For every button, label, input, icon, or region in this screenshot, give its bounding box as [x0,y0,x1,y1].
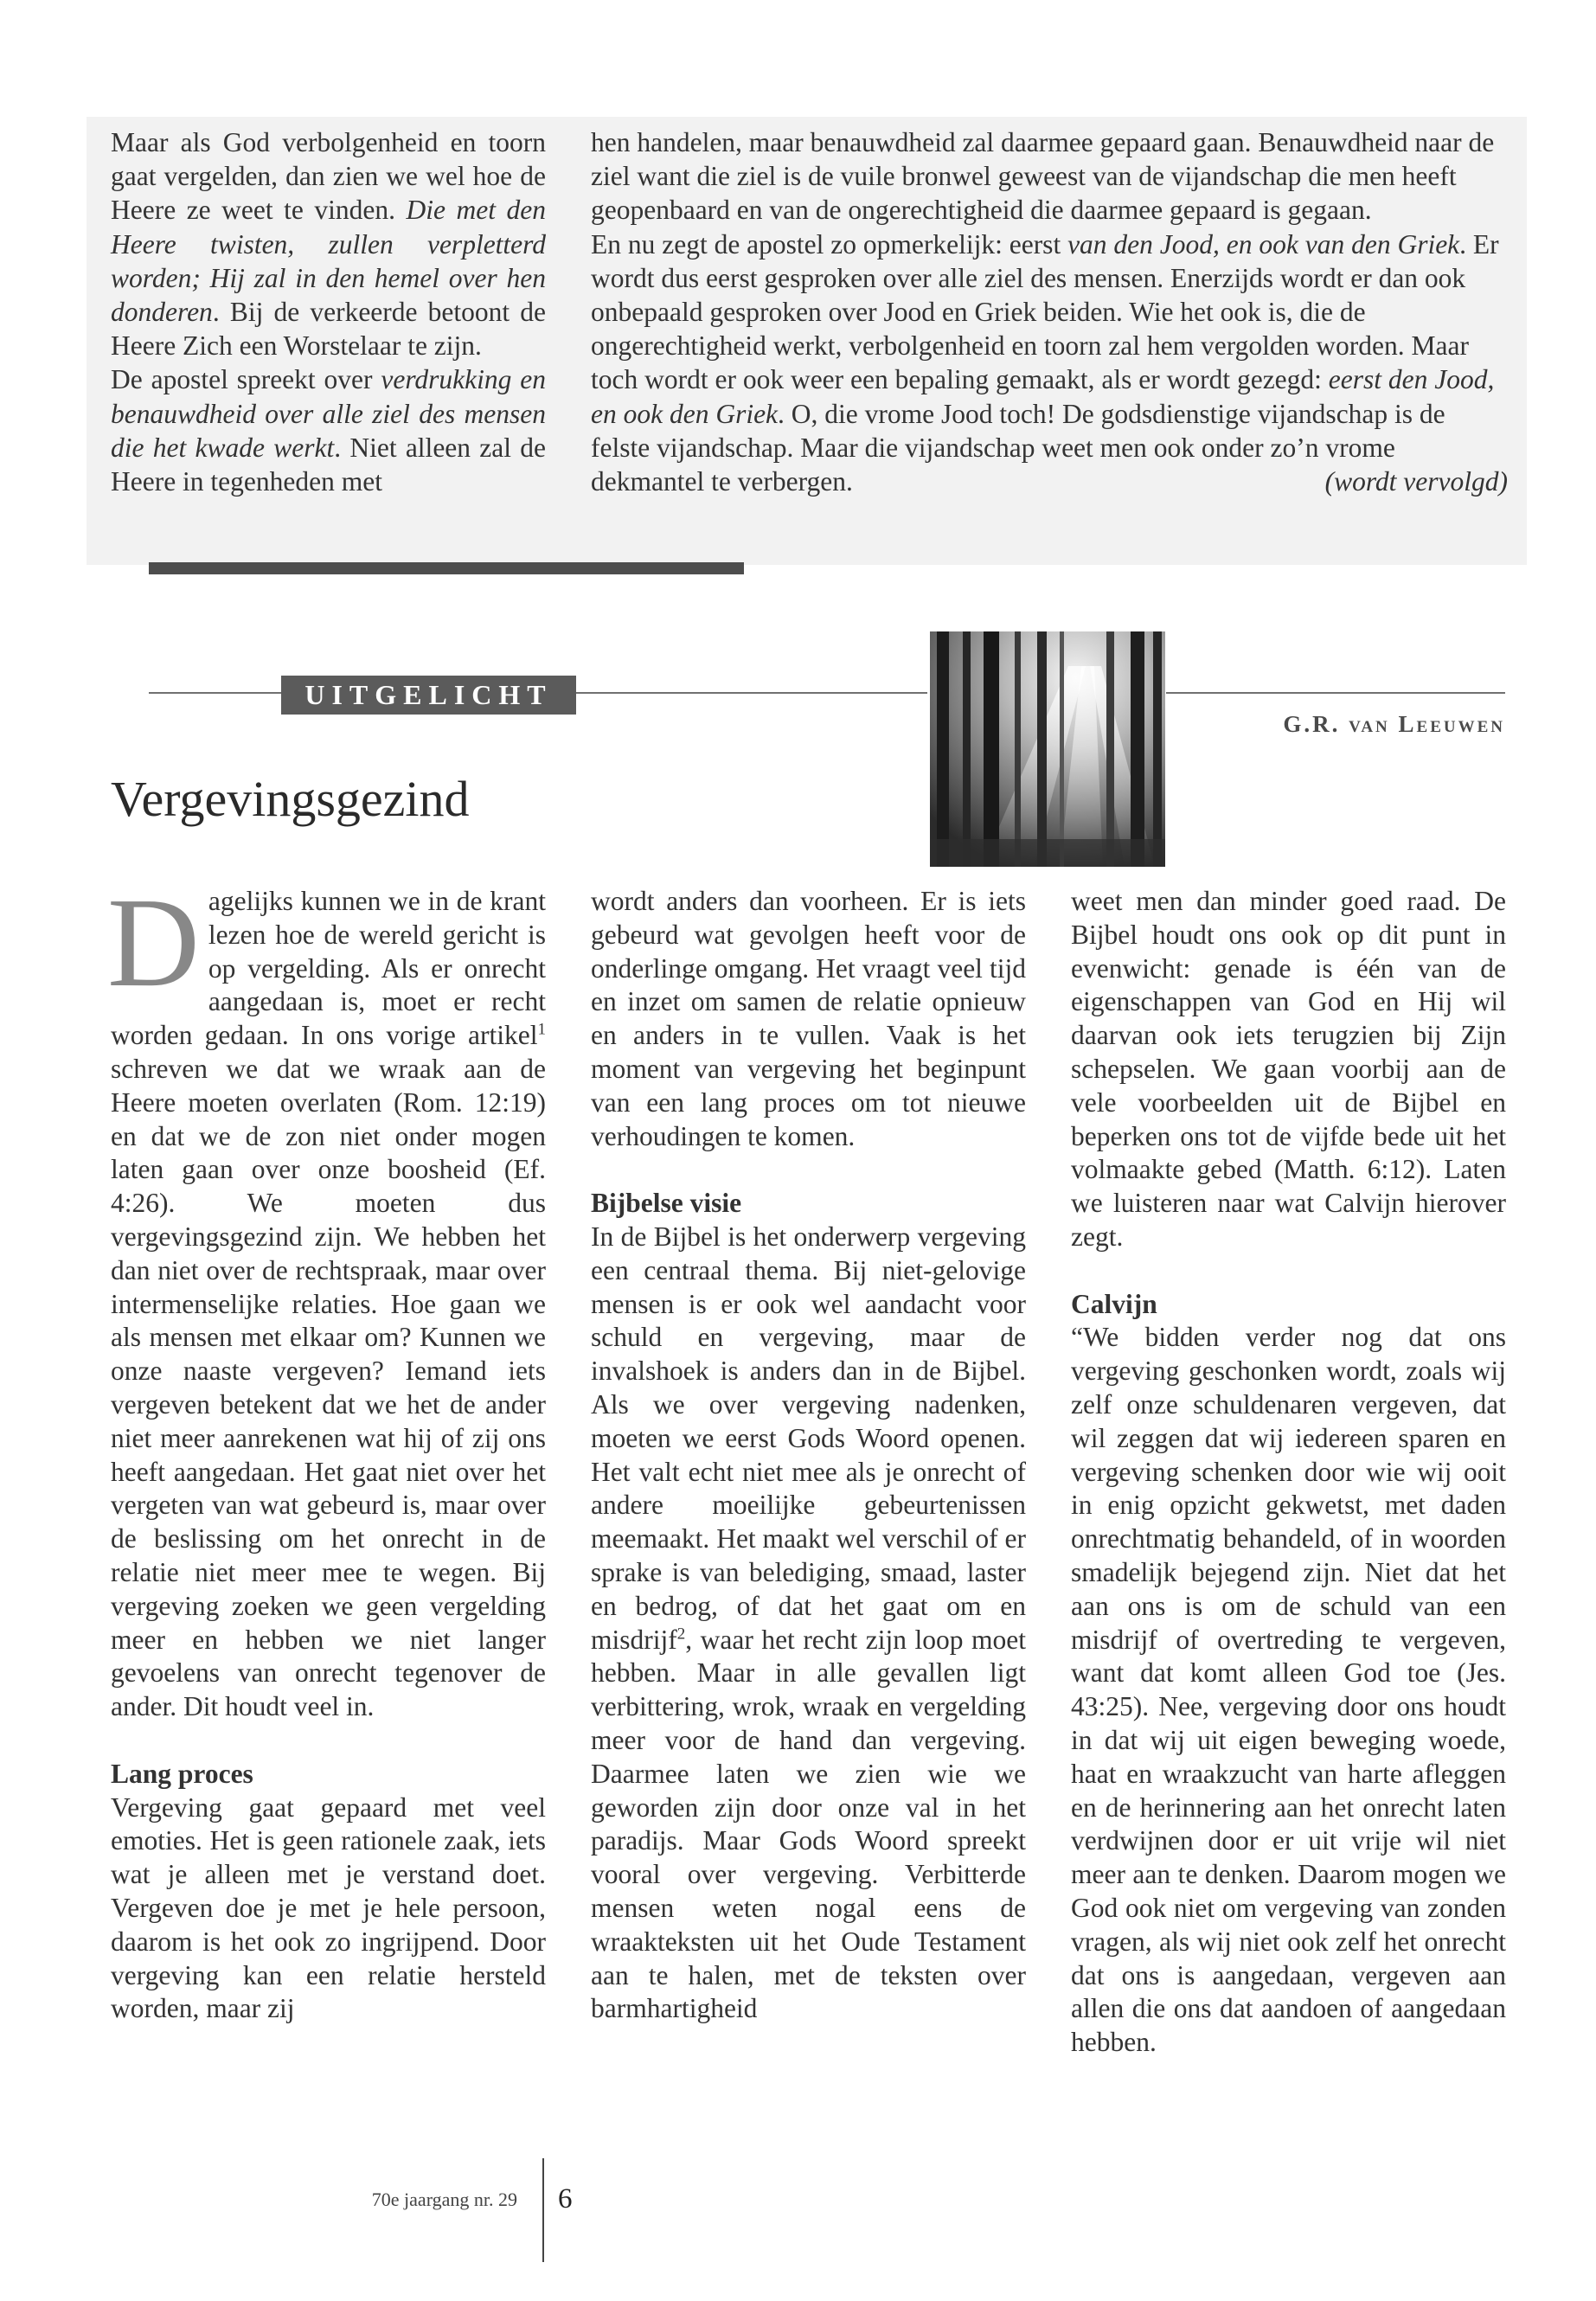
text-run: . Niet alleen zal de Heere in tegenheden met [111,432,546,497]
text-run: Maar als God verbolgenheid en toorn gaat vergelden, dan zien we wel hoe de Heere ze weet te vinden. [111,127,546,226]
text-run: weet men dan minder goed raad. De Bijbel houdt ons ook op dit punt in evenwicht: genade is één van de eigenschappen van God en Hij wil daarvan ook iets terugzien bij Zijn schepselen. We gaan voorbij aan de vele voorbeelden uit de Bijbel en beperken ons tot de vijfde bede uit het volmaakte gebed (Matth. 6:12). Laten we luisteren naar wat Calvijn hierover zegt. [1071,886,1506,1252]
subheading: Lang proces [111,1758,253,1789]
continuation-left-column [111,125,546,498]
italic-text: eerst den Jood, en ook den Griek [591,364,1495,429]
footnote-ref: 1 [537,1020,546,1039]
subheading: Calvijn [1071,1288,1157,1319]
page-number: 6 [558,2183,573,2214]
italic-text: verdrukking en benauwdheid over alle ziel des mensen die het kwade werkt [111,364,546,463]
footnote-ref: 2 [676,1625,686,1644]
text-run: . Er wordt dus eerst gesproken over alle ziel des mensen. Enerzijds wordt er dan ook onbepaald gesproken over Jood en Griek beiden. Wie het ook is, die de ongerechtigheid werkt, verbolgenheid en toorn zal hem vergolden worden. Maar toch wordt er ook weer een bepaling gemaakt, als er wordt gezegd: [591,228,1499,395]
italic-text: (wordt vervolgd) [1324,466,1508,497]
text-run: , waar het recht zijn loop moet hebben. Maar in alle gevallen ligt verbittering, wrok, wraak en vergelding meer voor de hand dan vergeving. Daarmee laten we zien wie we geworden zijn door onze val in het paradijs. Maar Gods Woord spreekt vooral over vergeving. Verbitterde mensen weten nogal eens de wraakteksten uit het Oude Testament aan te halen, met de teksten over barmhartigheid [591,1624,1026,2024]
paragraph [111,362,546,498]
issue-info: 70e jaargang nr. 29 [371,2189,517,2210]
text-run: . Bij de verkeerde betoont de Heere Zich een Worstelaar te zijn. [111,297,546,362]
text-run: hen handelen, maar benauwdheid zal daarmee gepaard gaan. Benauwdheid naar de ziel want die ziel is de vuile bronwel geweest van de vijandschap die men heeft geopenbaard en van de ongerechtigheid die daarmee gepaard is gegaan. [591,127,1495,226]
article-column-2 [591,885,1026,2026]
text-run: De apostel spreekt over [111,364,381,395]
continuation-right-column [591,125,1508,498]
section-rule-right [1166,692,1505,694]
text-run: . O, die vrome Jood toch! De godsdienstige vijandschap is de felste vijandschap. Maar die vijandschap weet men ook onder zo’n vrome dekmantel te verbergen. [591,398,1445,497]
article-column-1 [107,872,546,2026]
paragraph [591,125,1508,228]
paragraph [107,872,546,1724]
paragraph [1071,1321,1506,2060]
italic-text: Die met den Heere twisten, zullen verpletterd worden; Hij zal in den hemel over hen donderen [111,195,546,328]
paragraph [591,228,1508,499]
subheading: Bijbelse visie [591,1188,742,1219]
drop-cap: D [107,872,200,1014]
text-run: agelijks kunnen we in de krant lezen hoe de wereld gericht is op vergelding. Als er onrecht aangedaan is, moet er recht worden gedaan. In ons vorige artikel [111,886,546,1051]
paragraph [111,1791,546,2027]
text-run: schreven we dat we wraak aan de Heere moeten overlaten (Rom. 12:19) en dat we de zon niet onder mogen laten gaan over onze boosheid (Ef. 4:26). We moeten dus vergevingsgezind zijn. We hebben het dan niet over de rechtspraak, maar over intermenselijke relaties. Hoe gaan we als mensen met elkaar om? Kunnen we onze naaste vergeven? Iemand iets vergeven betekent dat we het de ander niet meer aanrekenen wat hij of zij ons heeft aangedaan. Het gaat niet over het vergeten van wat gebeurd is, maar over de beslissing om het onrecht in de relatie niet meer mee te wegen. Bij vergeving zoeken we geen vergelding meer en hebben we niet langer gevoelens van onrecht tegenover de ander. Dit houdt veel in. [111,1053,546,1722]
italic-text: van den Jood, en ook van den Griek [1067,228,1460,260]
forest-sunbeams-photo [930,631,1165,867]
section-label: UITGELICHT [281,676,576,715]
article-title: Vergevingsgezind [111,771,470,827]
author-byline: G.R. van Leeuwen [1283,711,1505,737]
text-run: Vergeving gaat gepaard met veel emoties. Het is geen rationele zaak, iets wat je alleen met je verstand doet. Vergeven doe je met je hele persoon, daarom is het ook zo ingrijpend. Door vergeving kan een relatie hersteld worden, maar zij [111,1791,546,2024]
paragraph [591,1221,1026,2026]
text-run: “We bidden verder nog dat ons vergeving geschonken wordt, zoals wij zelf onze schuldenaren vergeven, dat wil zeggen dat wij iedereen sparen en vergeving schenken door wie wij ooit in enig opzicht gekwetst, met daden onrechtmatig behandeld, of in woorden smadelijk bejegend zijn. Niet dat het aan ons is om de schuld van een misdrijf of overtreding te vergeven, want dat komt alleen God toe (Jes. 43:25). Nee, vergeving door ons houdt in dat wij uit eigen beweging woede, haat en wraakzucht van harte afleggen en de herinnering aan het onrecht laten verdwijnen door er uit vrije wil niet meer aan te denken. Daarom mogen we God ook niet om vergeving van zonden vragen, als wij niet ook zelf het onrecht dat ons is aangedaan, vergeven aan allen die ons dat aandoen of aangedaan hebben. [1071,1322,1506,2058]
text-run: In de Bijbel is het onderwerp vergeving een centraal thema. Bij niet-gelovige mensen is er ook wel aandacht voor schuld en vergeving, maar de invalshoek is anders dan in de Bijbel. Als we over vergeving nadenken, moeten we eerst Gods Woord openen. Het valt echt niet mee als je onrecht of andere moeilijke gebeurtenissen meemaakt. Het maakt wel verschil of er sprake is van belediging, smaad, laster en bedrog, of dat het gaat om en misdrijf [591,1221,1026,1655]
text-run: wordt anders dan voorheen. Er is iets gebeurd wat gevolgen heeft voor de onderlinge omgang. Het vraagt veel tijd en inzet om samen de relatie opnieuw en anders in te vullen. Vaak is het moment van vergeving het beginpunt van een lang proces om tot nieuwe verhoudingen te komen. [591,886,1026,1151]
footer-divider [542,2158,544,2262]
box-bottom-bar [149,562,744,574]
article-column-3 [1071,885,1506,2060]
paragraph [591,885,1026,1153]
paragraph [1071,885,1506,1254]
paragraph [111,125,546,362]
text-run: En nu zegt de apostel zo opmerkelijk: eerst [591,228,1068,260]
